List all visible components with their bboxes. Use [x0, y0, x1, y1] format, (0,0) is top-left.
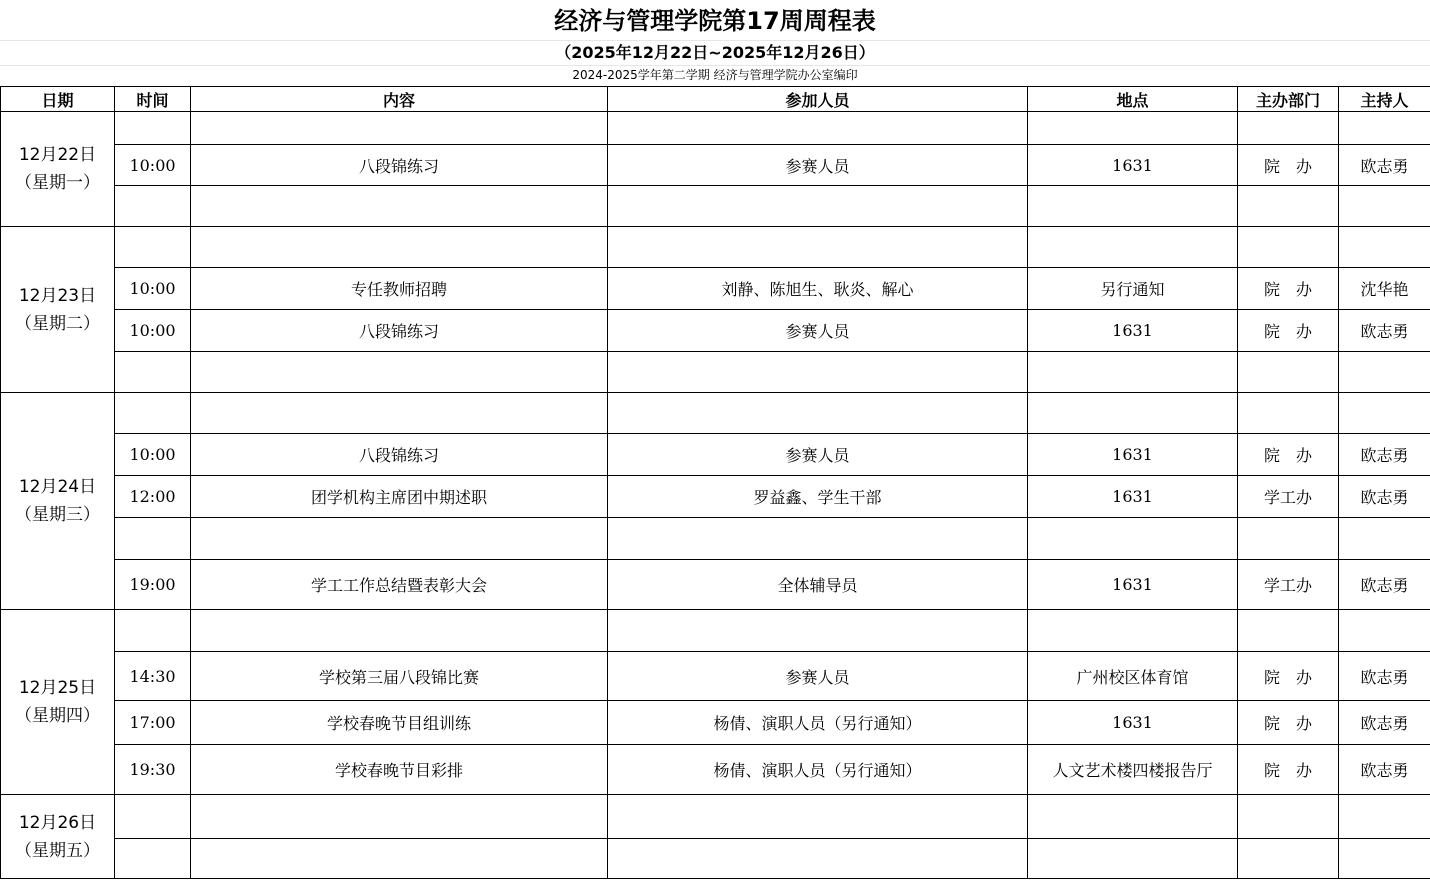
- time-cell: 19:00: [115, 560, 191, 610]
- page-title: 经济与管理学院第17周周程表: [0, 0, 1430, 41]
- location-cell: 另行通知: [1028, 268, 1238, 310]
- col-header-location: 地点: [1028, 87, 1238, 112]
- table-row: [1, 701, 1430, 745]
- col-header-dept: 主办部门: [1238, 87, 1339, 112]
- host-cell: 欧志勇: [1339, 701, 1430, 745]
- time-cell: 10:00: [115, 268, 191, 310]
- table-row: [1, 310, 1430, 352]
- date-cell: [1, 227, 115, 393]
- content-cell: 八段锦练习: [191, 145, 608, 186]
- dept-cell: [1238, 393, 1339, 434]
- content-cell: 学校第三届八段锦比赛: [191, 652, 608, 701]
- dept-cell: 院 办: [1238, 652, 1339, 701]
- weekday-label: （星期三）: [15, 505, 100, 525]
- weekday-label: （星期五）: [15, 840, 100, 861]
- content-cell: [191, 352, 608, 393]
- table-row: [1, 839, 1430, 879]
- col-header-date: 日期: [1, 87, 115, 112]
- host-cell: [1339, 839, 1430, 879]
- host-cell: 欧志勇: [1339, 476, 1430, 518]
- date-cell: [1, 610, 115, 795]
- editor-line: 2024-2025学年第二学期 经济与管理学院办公室编印: [572, 68, 858, 82]
- date-label: 12月23日: [18, 285, 97, 306]
- time-cell: 17:00: [115, 701, 191, 745]
- dept-cell: [1238, 839, 1339, 879]
- host-cell: 沈华艳: [1339, 268, 1430, 310]
- participants-cell: [608, 352, 1028, 393]
- host-cell: 欧志勇: [1339, 310, 1430, 352]
- dept-cell: 院 办: [1238, 745, 1339, 795]
- host-cell: [1339, 518, 1430, 560]
- schedule-table: [0, 86, 1430, 879]
- location-cell: 1631: [1028, 145, 1238, 186]
- table-row: [1, 268, 1430, 310]
- time-cell: [115, 112, 191, 145]
- date-label: 12月25日: [18, 678, 97, 698]
- participants-cell: [608, 112, 1028, 145]
- col-header-host: 主持人: [1339, 87, 1430, 112]
- dept-cell: 学工办: [1238, 476, 1339, 518]
- time-cell: 19:30: [115, 745, 191, 795]
- content-cell: 学校春晚节目组训练: [191, 701, 608, 745]
- schedule-body: [1, 112, 1430, 879]
- location-cell: [1028, 112, 1238, 145]
- location-cell: [1028, 352, 1238, 393]
- date-label: 12月22日: [18, 145, 97, 165]
- participants-cell: [608, 518, 1028, 560]
- date-cell: [1, 795, 115, 879]
- content-cell: [191, 795, 608, 839]
- content-cell: [191, 393, 608, 434]
- participants-cell: 参赛人员: [608, 145, 1028, 186]
- content-cell: [191, 186, 608, 227]
- location-cell: [1028, 610, 1238, 652]
- dept-cell: 院 办: [1238, 268, 1339, 310]
- host-cell: 欧志勇: [1339, 145, 1430, 186]
- participants-cell: [608, 839, 1028, 879]
- dept-cell: [1238, 352, 1339, 393]
- table-row: [1, 795, 1430, 839]
- location-cell: [1028, 518, 1238, 560]
- participants-cell: 杨倩、演职人员（另行通知）: [608, 745, 1028, 795]
- content-cell: 团学机构主席团中期述职: [191, 476, 608, 518]
- table-row: [1, 652, 1430, 701]
- participants-cell: 全体辅导员: [608, 560, 1028, 610]
- table-row: [1, 518, 1430, 560]
- weekday-label: （星期四）: [15, 706, 100, 726]
- host-cell: [1339, 352, 1430, 393]
- table-row: [1, 745, 1430, 795]
- location-cell: 1631: [1028, 310, 1238, 352]
- location-cell: [1028, 839, 1238, 879]
- time-cell: [115, 352, 191, 393]
- table-row: [1, 393, 1430, 434]
- host-cell: 欧志勇: [1339, 745, 1430, 795]
- participants-cell: [608, 795, 1028, 839]
- table-row: [1, 610, 1430, 652]
- dept-cell: [1238, 610, 1339, 652]
- table-row: [1, 352, 1430, 393]
- table-row: [1, 227, 1430, 268]
- content-cell: 专任教师招聘: [191, 268, 608, 310]
- participants-cell: 参赛人员: [608, 310, 1028, 352]
- dept-cell: 院 办: [1238, 310, 1339, 352]
- host-cell: [1339, 393, 1430, 434]
- participants-cell: 参赛人员: [608, 434, 1028, 476]
- time-cell: [115, 186, 191, 227]
- col-header-participants: 参加人员: [608, 87, 1028, 112]
- location-cell: 广州校区体育馆: [1028, 652, 1238, 701]
- time-cell: [115, 518, 191, 560]
- dept-cell: [1238, 795, 1339, 839]
- location-cell: 1631: [1028, 560, 1238, 610]
- participants-cell: 罗益鑫、学生干部: [608, 476, 1028, 518]
- location-cell: 人文艺术楼四楼报告厅: [1028, 745, 1238, 795]
- content-cell: [191, 112, 608, 145]
- location-cell: 1631: [1028, 701, 1238, 745]
- time-cell: [115, 795, 191, 839]
- participants-cell: 杨倩、演职人员（另行通知）: [608, 701, 1028, 745]
- content-cell: [191, 839, 608, 879]
- host-cell: [1339, 610, 1430, 652]
- dept-cell: [1238, 227, 1339, 268]
- table-row: [1, 560, 1430, 610]
- table-row: [1, 434, 1430, 476]
- col-header-time: 时间: [115, 87, 191, 112]
- content-cell: 八段锦练习: [191, 310, 608, 352]
- location-cell: [1028, 186, 1238, 227]
- host-cell: [1339, 112, 1430, 145]
- weekday-label: （星期二）: [15, 313, 100, 334]
- table-row: [1, 112, 1430, 145]
- date-label: 12月24日: [18, 477, 97, 497]
- time-cell: [115, 839, 191, 879]
- host-cell: [1339, 227, 1430, 268]
- dept-cell: 院 办: [1238, 434, 1339, 476]
- table-row: [1, 145, 1430, 186]
- table-row: [1, 476, 1430, 518]
- participants-cell: [608, 610, 1028, 652]
- time-cell: [115, 610, 191, 652]
- content-cell: [191, 227, 608, 268]
- time-cell: [115, 393, 191, 434]
- header-row: [1, 87, 1430, 112]
- time-cell: 10:00: [115, 145, 191, 186]
- date-range: （2025年12月22日~2025年12月26日）: [0, 40, 1430, 66]
- location-cell: [1028, 795, 1238, 839]
- time-cell: 14:30: [115, 652, 191, 701]
- host-cell: 欧志勇: [1339, 560, 1430, 610]
- date-label: 12月26日: [18, 812, 97, 833]
- content-cell: [191, 610, 608, 652]
- dept-cell: [1238, 518, 1339, 560]
- location-cell: 1631: [1028, 434, 1238, 476]
- participants-cell: [608, 393, 1028, 434]
- dept-cell: 院 办: [1238, 145, 1339, 186]
- content-cell: [191, 518, 608, 560]
- location-cell: [1028, 227, 1238, 268]
- dept-cell: 院 办: [1238, 701, 1339, 745]
- participants-cell: [608, 227, 1028, 268]
- content-cell: 学校春晚节目彩排: [191, 745, 608, 795]
- participants-cell: [608, 186, 1028, 227]
- table-row: [1, 186, 1430, 227]
- time-cell: 12:00: [115, 476, 191, 518]
- dept-cell: [1238, 112, 1339, 145]
- location-cell: [1028, 393, 1238, 434]
- content-cell: 八段锦练习: [191, 434, 608, 476]
- time-cell: 10:00: [115, 310, 191, 352]
- time-cell: [115, 227, 191, 268]
- content-cell: 学工工作总结暨表彰大会: [191, 560, 608, 610]
- dept-cell: 学工办: [1238, 560, 1339, 610]
- col-header-content: 内容: [191, 87, 608, 112]
- time-cell: 10:00: [115, 434, 191, 476]
- host-cell: 欧志勇: [1339, 652, 1430, 701]
- host-cell: 欧志勇: [1339, 434, 1430, 476]
- location-cell: 1631: [1028, 476, 1238, 518]
- host-cell: [1339, 795, 1430, 839]
- participants-cell: 参赛人员: [608, 652, 1028, 701]
- date-cell: [1, 393, 115, 610]
- weekday-label: （星期一）: [15, 173, 100, 193]
- host-cell: [1339, 186, 1430, 227]
- date-cell: [1, 112, 115, 227]
- participants-cell: 刘静、陈旭生、耿炎、解心: [608, 268, 1028, 310]
- dept-cell: [1238, 186, 1339, 227]
